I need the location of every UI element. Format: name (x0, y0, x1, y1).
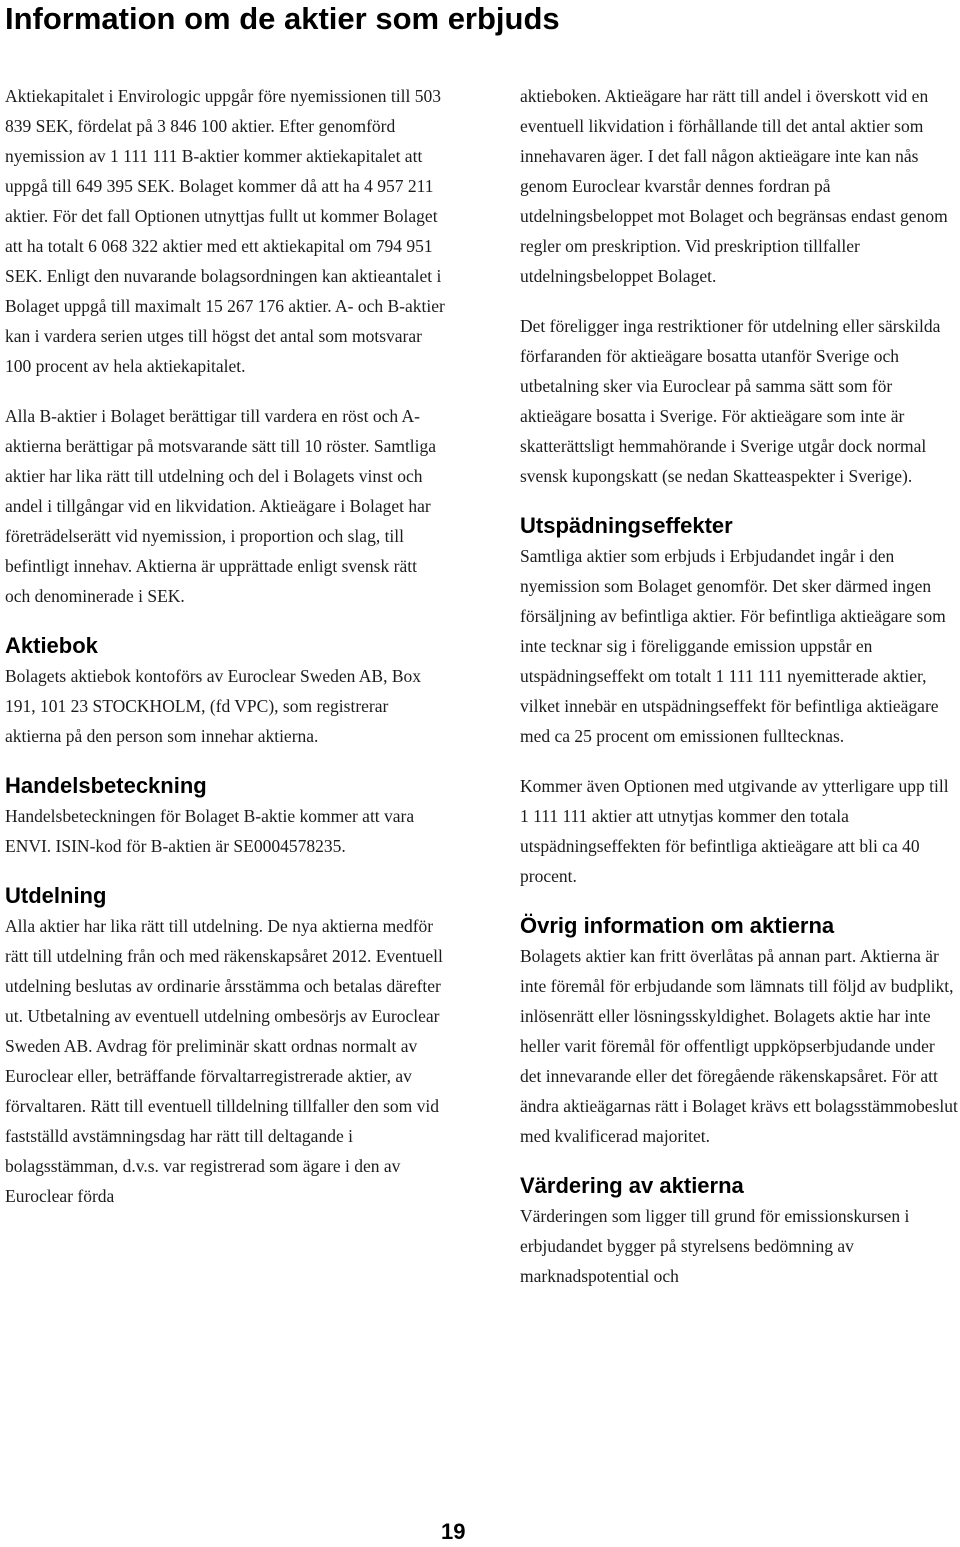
intro-paragraph-share-capital: Aktiekapitalet i Envirologic uppgår före nyemissionen till 503 839 SEK, fördelat på 3 846 100 aktier. Efter genomförd nyemission av 1 111 111 B-aktier kommer aktiekapitalet att uppgå till 649 395 SEK. Bolaget kommer då att ha 4 957 211 aktier. För det fall Optionen utnyttjas fullt ut kommer Bolaget att ha totalt 6 068 322 aktier med ett aktiekapital om 794 951 SEK. Enligt den nuvarande bolagsordningen kan aktieantalet i Bolaget uppgå till maximalt 15 267 176 aktier. A- och B-aktier kan i vardera serien utges till högst det antal som motsvarar 100 procent av hela aktiekapitalet. (5, 86, 445, 376)
section-text-aktiebok: Bolagets aktiebok kontoförs av Euroclear Sweden AB, Box 191, 101 23 STOCKHOLM, (fd VPC), som registrerar aktierna på den person som innehar aktierna. (5, 666, 422, 746)
paragraph-restrictions: Det föreligger inga restriktioner för utdelning eller särskilda förfaranden för aktieägare bosatta utanför Sverige och utbetalning sker via Euroclear på samma sätt som för aktieägare bosatta i Sverige. För aktieägare som inte är skatterättsligt hemmahörande i Sverige utgår dock normal svensk kupongskatt (se nedan Skatteaspekter i Sverige). (520, 316, 941, 486)
section-handelsbeteckning (5, 771, 445, 861)
section-heading-handelsbeteckning: Handelsbeteckning (5, 773, 207, 798)
page-title: Information om de aktier som erbjuds (5, 1, 560, 36)
page-number: 19 (441, 1519, 466, 1544)
section-text-vardering: Värderingen som ligger till grund för emissionskursen i erbjudandet bygger på styrelsens bedömning av marknadspotential och (520, 1206, 910, 1286)
section-utdelning (5, 881, 445, 1211)
section-text-utspadningseffekter-option: Kommer även Optionen med utgivande av ytterligare upp till 1 111 111 aktier att utnytjas kommer den totala utspädningseffekten för befintliga aktieägare att bli ca 40 procent. (520, 776, 949, 886)
paragraph-aktieboken-continued: aktieboken. Aktieägare har rätt till andel i överskott vid en eventuell likvidation i förhållande till det antal aktier som innehavaren äger. I det fall någon aktieägare inte kan nås genom Euroclear kvarstår dennes fordran på utdelningsbeloppet mot Bolaget och begränsas endast genom regler om preskription. Vid preskription tillfaller utdelningsbeloppet Bolaget. (520, 86, 948, 286)
section-heading-aktiebok: Aktiebok (5, 633, 98, 658)
section-heading-ovrig-information: Övrig information om aktierna (520, 913, 835, 938)
section-text-utdelning: Alla aktier har lika rätt till utdelning. De nya aktierna medför rätt till utdelning från och med räkenskapsåret 2012. Eventuell utdelning beslutas av ordinarie årsstämma och betalas därefter ut. Utbetalning av eventuell utdelning ombesörjs av Euroclear Sweden AB. Avdrag för preliminär skatt ordnas normalt av Euroclear eller, beträffande förvaltarregistrerade aktier, av förvaltaren. Rätt till eventuell tilldelning tillfaller den som vid fastställd avstämningsdag har rätt till deltagande i bolagsstämman, d.v.s. var registrerad som ägare i den av Euroclear förda (5, 916, 443, 1206)
left-column (5, 81, 445, 1231)
section-heading-vardering: Värdering av aktierna (520, 1173, 744, 1198)
section-text-ovrig-information: Bolagets aktier kan fritt överlåtas på annan part. Aktierna är inte föremål för erbjudande som lämnats till följd av budplikt, inlösenrätt eller lösningsskyldighet. Bolagets aktie har inte heller varit föremål för offentligt uppköpserbjudande under det innevarande eller det föregående räkenskapsåret. För att ändra aktieägarnas rätt i Bolaget krävs ett bolagsstämmobeslut med kvalificerad majoritet. (520, 946, 958, 1146)
section-text-utspadningseffekter: Samtliga aktier som erbjuds i Erbjudandet ingår i den nyemission som Bolaget genomför. Det sker därmed ingen försäljning av befintliga aktier. För befintliga aktieägare som inte tecknar sig i föreliggande emission uppstår en utspädningseffekt om totalt 1 111 111 nyemitterade aktier, vilket innebär en utspädningseffekt för befintliga aktieägare med ca 25 procent om emissionen fulltecknas. (520, 546, 946, 746)
intro-paragraph-voting-rights: Alla B-aktier i Bolaget berättigar till vardera en röst och A-aktierna berättigar på motsvarande sätt till 10 röster. Samtliga aktier har lika rätt till utdelning och del i Bolagets vinst och andel i tillgångar vid en likvidation. Aktieägare i Bolaget har företrädelserätt vid nyemission, i proportion och slag, till befintligt innehav. Aktierna är upprättade enligt svensk rätt och denominerade i SEK. (5, 406, 437, 606)
section-utspadningseffekter (520, 511, 960, 891)
section-ovrig-information (520, 911, 960, 1151)
section-heading-utspadningseffekter: Utspädningseffekter (520, 513, 733, 538)
section-aktiebok (5, 631, 445, 751)
section-heading-utdelning: Utdelning (5, 883, 107, 908)
right-column (520, 81, 960, 1311)
section-vardering (520, 1171, 960, 1291)
section-text-handelsbeteckning: Handelsbeteckningen för Bolaget B-aktie kommer att vara ENVI. ISIN-kod för B-aktien är SE0004578235. (5, 806, 415, 856)
